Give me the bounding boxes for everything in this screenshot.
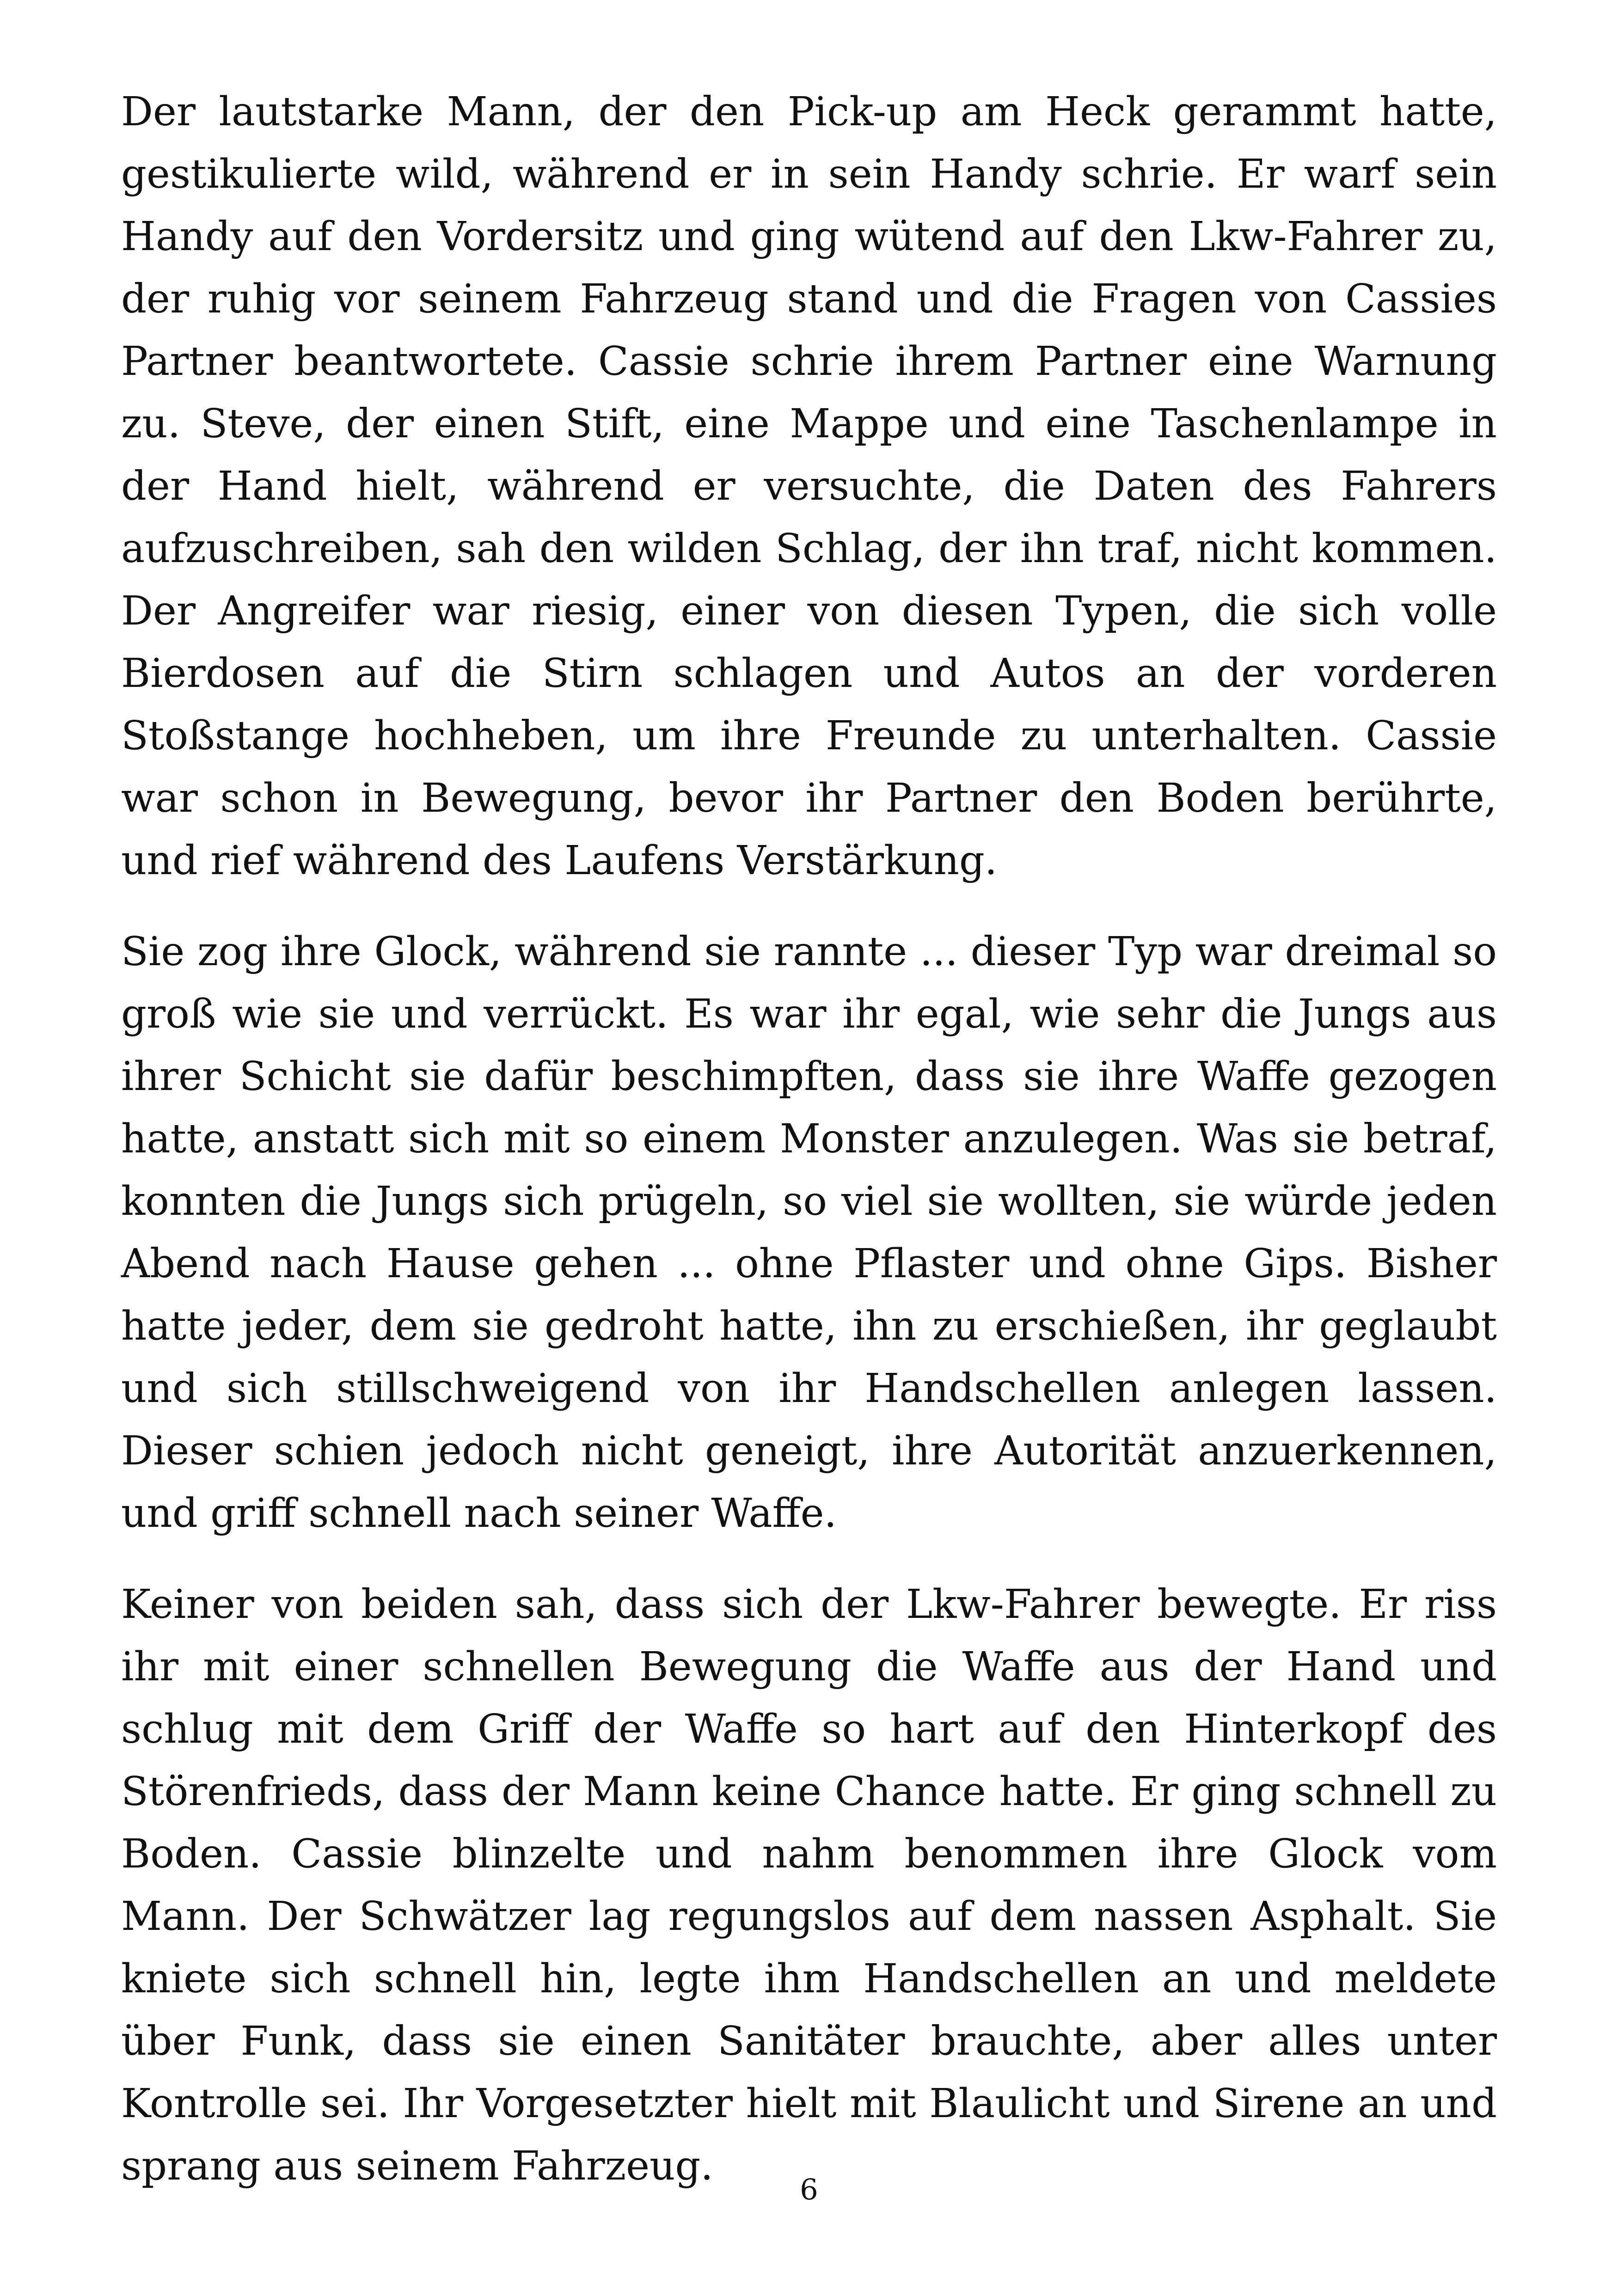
paragraph-2: Sie zog ihre Glock, während sie rannte ... dieser Typ war dreimal so groß wie sie und verrückt. Es war ihr egal, wie sehr die Jungs aus ihrer Schicht sie dafür beschimpften, dass sie ihre Waffe gezogen hatte, anstatt sich mit so einem Monster anzulegen. Was sie betraf, konnten die Jungs sich prügeln, so viel sie wollten, sie würde jeden Abend nach Hause gehen ... ohne Pflaster und ohne Gips. Bisher hatte jeder, dem sie gedroht hatte, ihn zu erschießen, ihr geglaubt und sich stillschweigend von ihr Handschellen anlegen lassen. Dieser schien jedoch nicht geneigt, ihre Autorität anzuerkennen, und griff schnell nach seiner Waffe. bbox=[121, 929, 1497, 1537]
body-text bbox=[121, 81, 1497, 2198]
paragraph-3: Keiner von beiden sah, dass sich der Lkw-Fahrer bewegte. Er riss ihr mit einer schnellen Bewegung die Waffe aus der Hand und schlug mit dem Griff der Waffe so hart auf den Hinterkopf des Störenfrieds, dass der Mann keine Chance hatte. Er ging schnell zu Boden. Cassie blinzelte und nahm benommen ihre Glock vom Mann. Der Schwätzer lag regungslos auf dem nassen Asphalt. Sie kniete sich schnell hin, legte ihm Handschellen an und meldete über Funk, dass sie einen Sanitäter brauchte, aber alles unter Kontrolle sei. Ihr Vorgesetzter hielt mit Blaulicht und Sirene an und sprang aus seinem Fahrzeug. bbox=[121, 1581, 1497, 2189]
paragraph-1: Der lautstarke Mann, der den Pick-up am Heck gerammt hatte, gestikulierte wild, während er in sein Handy schrie. Er warf sein Handy auf den Vordersitz und ging wütend auf den Lkw-Fahrer zu, der ruhig vor seinem Fahrzeug stand und die Fragen von Cassies Partner beantwortete. Cassie schrie ihrem Partner eine Warnung zu. Steve, der einen Stift, eine Mappe und eine Taschenlampe in der Hand hielt, während er versuchte, die Daten des Fahrers aufzuschreiben, sah den wilden Schlag, der ihn traf, nicht kommen. Der Angreifer war riesig, einer von diesen Typen, die sich volle Bierdosen auf die Stirn schlagen und Autos an der vorderen Stoßstange hochheben, um ihre Freunde zu unterhalten. Cassie war schon in Bewegung, bevor ihr Partner den Boden berührte, und rief während des Laufens Verstärkung. bbox=[121, 89, 1497, 884]
page-number: 6 bbox=[800, 2173, 818, 2206]
